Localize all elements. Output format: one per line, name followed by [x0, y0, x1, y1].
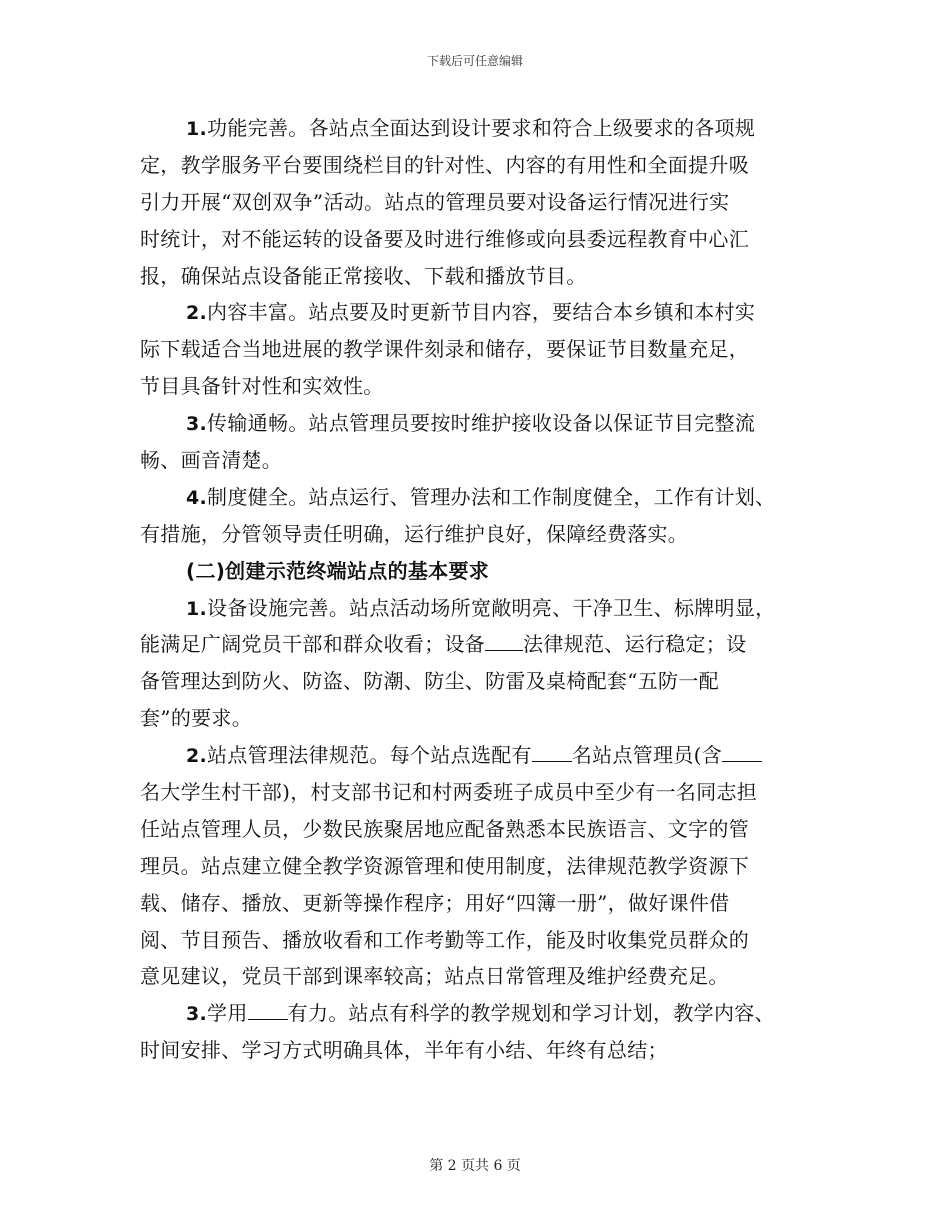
paragraph-line [140, 590, 804, 627]
paragraph-line: 时间安排、学习方式明确具体，半年有小结、年终有总结； [140, 1038, 668, 1063]
item-number: 2. [186, 302, 208, 325]
item-number: 2. [186, 745, 208, 768]
line-text: 传输通畅。站点管理员要按时维护接收设备以保证节目完整流 [207, 411, 756, 436]
paragraph-line: 际下载适合当地进展的教学课件刻录和储存，要保证节目数量充足， [140, 337, 749, 362]
fill-in-blank [248, 1001, 288, 1020]
paragraph-line [140, 626, 804, 663]
paragraph-line: 阅、节目预告、播放收看和工作考勤等工作，能及时收集党员群众的 [140, 927, 749, 952]
paragraph-line: 有措施，分管领导责任明确，运行维护良好，保障经费落实。 [140, 521, 689, 546]
paragraph-line: 畅、画音清楚。 [140, 448, 283, 473]
paragraph-line: 备管理达到防火、防盗、防潮、防尘、防雷及桌椅配套“五防一配 [140, 669, 719, 694]
line-text: 功能完善。各站点全面达到设计要求和符合上级要求的各项规 [207, 116, 756, 140]
line-text: 制度健全。站点运行、管理办法和工作制度健全，工作有计划、 [207, 484, 776, 509]
line-text: 内容丰富。站点要及时更新节目内容，要结合本乡镇和本村实 [207, 300, 756, 325]
paragraph-line: 引力开展“双创双争”活动。站点的管理员要对设备运行情况进行实 [140, 189, 730, 214]
paragraph-line [140, 294, 804, 331]
line-text: 能满足广阔党员干部和群众收看；设备 [140, 632, 486, 657]
paragraph-line [140, 737, 804, 774]
paragraph-line: 名大学生村干部)，村支部书记和村两委班子成员中至少有一名同志担 [140, 780, 758, 805]
item-number: 3. [186, 413, 208, 436]
paragraph-line: 任站点管理人员，少数民族聚居地应配备熟悉本民族语言、文字的管 [140, 816, 749, 841]
section-heading: (二)创建示范终端站点的基本要求 [186, 558, 490, 583]
fill-in-blank [532, 743, 572, 762]
line-text: 站点管理法律规范。每个站点选配有 [207, 743, 532, 768]
paragraph-line [140, 110, 804, 147]
paragraph-line: 意见建议，党员干部到课率较高；站点日常管理及维护经费充足。 [140, 964, 729, 989]
line-text: 设备设施完善。站点活动场所宽敞明亮、干净卫生、标牌明显， [207, 595, 776, 620]
paragraph-line: 报，确保站点设备能正常接收、下载和播放节目。 [140, 263, 587, 288]
item-number: 1. [186, 597, 208, 620]
paragraph-line [140, 995, 804, 1032]
paragraph-line: 时统计，对不能运转的设备要及时进行维修或向县委远程教育中心汇 [140, 226, 749, 251]
paragraph-line [140, 479, 804, 516]
line-text: 有力。站点有科学的教学规划和学习计划，教学内容、 [287, 1001, 775, 1026]
fill-in-blank [485, 632, 523, 651]
paragraph-line: 载、储存、播放、更新等操作程序；用好“四簿一册”，做好课件借 [140, 890, 730, 915]
line-text: 学用 [207, 1001, 248, 1026]
item-number: 3. [186, 1003, 208, 1026]
document-body [140, 110, 804, 1069]
paragraph-line [140, 405, 804, 442]
item-number: 4. [186, 486, 208, 509]
line-text: 法律规范、运行稳定；设 [523, 632, 747, 657]
paragraph-line: 定，教学服务平台要围绕栏目的针对性、内容的有用性和全面提升吸 [140, 152, 749, 177]
item-number: 1. [186, 118, 208, 140]
page-footer: 第 2 页共 6 页 [429, 1158, 521, 1174]
fill-in-blank [722, 743, 762, 762]
paragraph-line: 套”的要求。 [140, 706, 253, 731]
line-text: 名站点管理员(含 [571, 743, 723, 768]
paragraph-line: 理员。站点建立健全教学资源管理和使用制度，法律规范教学资源下 [140, 853, 749, 878]
page-header: 下载后可任意编辑 [426, 54, 523, 68]
paragraph-line: 节目具备针对性和实效性。 [140, 374, 384, 399]
